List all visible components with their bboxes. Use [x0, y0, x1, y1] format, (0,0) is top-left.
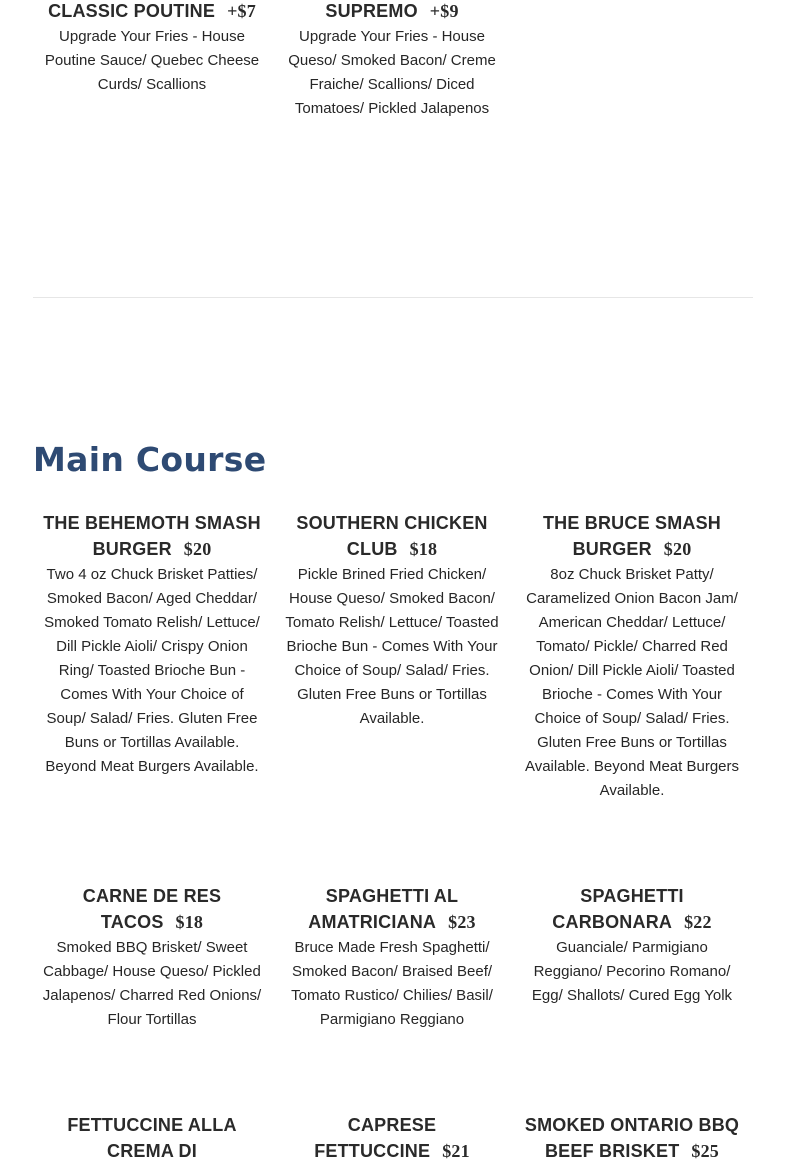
item-price: $18 — [175, 912, 204, 932]
item-name: SOUTHERN CHICKEN CLUB $18 — [296, 513, 488, 559]
menu-item-bruce-smash-burger — [512, 510, 752, 803]
item-name: SUPREMO +$9 — [325, 1, 459, 21]
menu-item-fettuccine-alla-crema — [32, 1112, 272, 1164]
item-price: $23 — [448, 912, 476, 932]
item-price: $20 — [663, 539, 692, 559]
item-description: Bruce Made Fresh Spaghetti/ Smoked Bacon/ Braised Beef/ Tomato Rustico/ Chilies/ Basil/ Parmigiano Reggiano — [291, 939, 493, 1028]
item-description: 8oz Chuck Brisket Patty/ Caramelized Onion Bacon Jam/ American Cheddar/ Lettuce/ Tomato/ Pickle/ Charred Red Onion/ Dill Pickle Aioli/ Toasted Brioche - Comes With Your Choice of Soup/ Salad/ Fries. Gluten Free Buns or Tortillas Available. Beyond Meat Burgers Available. — [524, 566, 739, 799]
item-description: Pickle Brined Fried Chicken/ House Queso/ Smoked Bacon/ Tomato Relish/ Lettuce/ Toasted Brioche Bun - Comes With Your Choice of Soup/ Salad/ Fries. Gluten Free Buns or Tortillas Available. — [285, 566, 499, 727]
menu-item-carne-de-res-tacos — [32, 883, 272, 1032]
item-name: CARNE DE RES TACOS $18 — [82, 886, 222, 932]
item-name: SPAGHETTI CARBONARA $22 — [552, 886, 712, 932]
section-divider — [33, 297, 753, 298]
menu-item-supremo — [272, 0, 512, 121]
menu-item-spaghetti-carbonara — [512, 883, 752, 1008]
item-description: Upgrade Your Fries - House Poutine Sauce/ Quebec Cheese Curds/ Scallions — [44, 28, 260, 93]
menu-item-classic-poutine — [32, 0, 272, 97]
item-description: Guanciale/ Parmigiano Reggiano/ Pecorino Romano/ Egg/ Shallots/ Cured Egg Yolk — [531, 939, 733, 1004]
menu-item-behemoth-smash-burger — [32, 510, 272, 779]
item-name: THE BRUCE SMASH BURGER $20 — [542, 513, 721, 559]
item-name: FETTUCCINE ALLA CREMA DI — [67, 1115, 237, 1161]
item-name: THE BEHEMOTH SMASH BURGER $20 — [43, 513, 261, 559]
item-price: +$9 — [429, 1, 459, 21]
item-name: SMOKED ONTARIO BBQ BEEF BRISKET $25 — [524, 1115, 740, 1161]
menu-item-smoked-bbq-brisket — [512, 1112, 752, 1164]
item-price: $18 — [409, 539, 438, 559]
item-name: CLASSIC POUTINE +$7 — [48, 1, 256, 21]
menu-item-caprese-fettuccine — [272, 1112, 512, 1164]
section-title: Main Course — [33, 440, 267, 479]
item-price: +$7 — [227, 1, 256, 21]
item-description: Two 4 oz Chuck Brisket Patties/ Smoked Bacon/ Aged Cheddar/ Smoked Tomato Relish/ Lettuce/ Dill Pickle Aioli/ Crispy Onion Ring/ Toasted Brioche Bun - Comes With Your Choice of Soup/ Salad/ Fries. Gluten Free Buns or Tortillas Available. Beyond Meat Burgers Available. — [44, 566, 260, 775]
item-price: $25 — [691, 1141, 720, 1161]
menu-item-spaghetti-amatriciana — [272, 883, 512, 1032]
item-name: CAPRESE FETTUCCINE $21 — [314, 1115, 470, 1161]
item-price: $22 — [684, 912, 712, 932]
item-price: $21 — [442, 1141, 470, 1161]
item-name: SPAGHETTI AL AMATRICIANA $23 — [308, 886, 476, 932]
item-price: $20 — [183, 539, 212, 559]
menu-item-southern-chicken-club — [272, 510, 512, 731]
item-description: Smoked BBQ Brisket/ Sweet Cabbage/ House Queso/ Pickled Jalapenos/ Charred Red Onions/ Flour Tortillas — [42, 939, 262, 1028]
item-description: Upgrade Your Fries - House Queso/ Smoked Bacon/ Creme Fraiche/ Scallions/ Diced Tomatoes/ Pickled Jalapenos — [288, 28, 496, 117]
